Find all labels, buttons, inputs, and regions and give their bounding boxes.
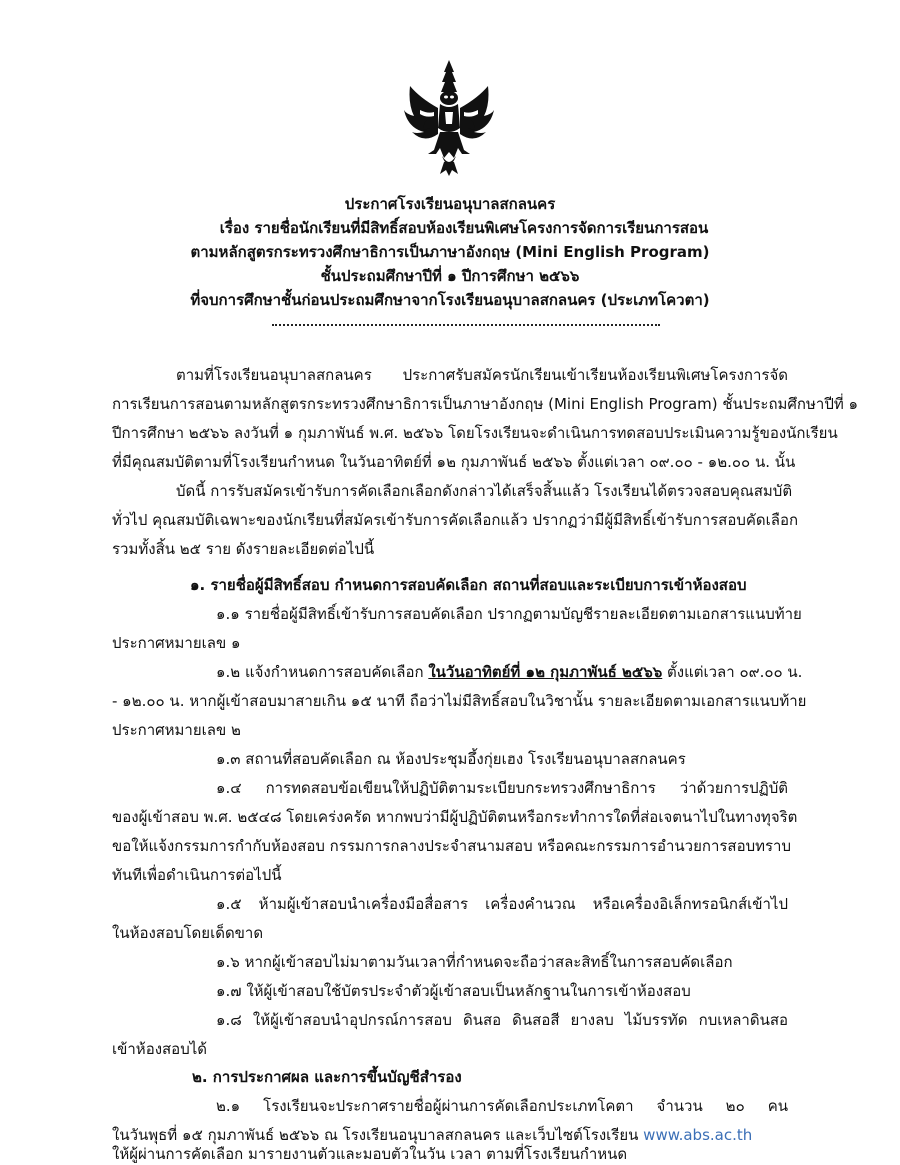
intro-line-3: ปีการศึกษา ๒๕๖๖ ลงวันที่ ๑ กุมภาพันธ์ พ.ศ. ๒๕๖๖ โดยโรงเรียนจะดำเนินการทดสอบประเมินความรู้ของนักเรียน xyxy=(112,424,838,442)
header-curriculum: ตามหลักสูตรกระทรวงศึกษาธิการเป็นภาษาอังกฤษ (Mini English Program) xyxy=(190,243,710,261)
item-1-8-line-1: ๑.๘ ให้ผู้เข้าสอบนำอุปกรณ์การสอบ ดินสอ ดินสอสี ยางลบ ไม้บรรทัด กบเหลาดินสอ xyxy=(216,1011,788,1029)
header-school: ประกาศโรงเรียนอนุบาลสกลนคร xyxy=(344,195,556,213)
header-subject: เรื่อง รายชื่อนักเรียนที่มีสิทธิ์สอบห้องเรียนพิเศษโครงการจัดการเรียนการสอน xyxy=(219,219,709,237)
item-1-7: ๑.๗ ให้ผู้เข้าสอบใช้บัตรประจำตัวผู้เข้าสอบเป็นหลักฐานในการเข้าห้องสอบ xyxy=(216,982,691,1000)
header-quota: ที่จบการศึกษาชั้นก่อนประถมศึกษาจากโรงเรียนอนุบาลสกลนคร (ประเภทโควตา) xyxy=(190,291,710,309)
item-1-8-line-2: เข้าห้องสอบได้ xyxy=(112,1040,207,1058)
item-1-2-line-2: - ๑๒.๐๐ น. หากผู้เข้าสอบมาสายเกิน ๑๕ นาที ถือว่าไม่มีสิทธิ์สอบในวิชานั้น รายละเอียดตามเอกสารแนบท้าย xyxy=(112,692,807,710)
item-1-6: ๑.๖ หากผู้เข้าสอบไม่มาตามวันเวลาที่กำหนดจะถือว่าสละสิทธิ์ในการสอบคัดเลือก xyxy=(216,953,733,971)
section1-title: ๑. รายชื่อผู้มีสิทธิ์สอบ กำหนดการสอบคัดเลือก สถานที่สอบและระเบียบการเข้าห้องสอบ xyxy=(190,576,747,594)
item-1-1-line-1: ๑.๑ รายชื่อผู้มีสิทธิ์เข้ารับการสอบคัดเลือก ปรากฏตามบัญชีรายละเอียดตามเอกสารแนบท้าย xyxy=(216,605,802,623)
header-grade: ชั้นประถมศึกษาปีที่ ๑ ปีการศึกษา ๒๕๖๖ xyxy=(320,267,580,285)
intro-line-7: รวมทั้งสิ้น ๒๕ ราย ดังรายละเอียดต่อไปนี้ xyxy=(112,540,375,558)
intro-line-1: ตามที่โรงเรียนอนุบาลสกลนคร ประกาศรับสมัครนักเรียนเข้าเรียนห้องเรียนพิเศษโครงการจัด xyxy=(176,366,788,384)
item-1-1-line-2: ประกาศหมายเลข ๑ xyxy=(112,634,241,652)
item-1-4-line-3: ขอให้แจ้งกรรมการกำกับห้องสอบ กรรมการกลางประจำสนามสอบ หรือคณะกรรมการอำนวยการสอบทราบ xyxy=(112,837,792,855)
item-1-5-line-2: ในห้องสอบโดยเด็ดขาด xyxy=(112,924,264,942)
item-1-4-line-1: ๑.๔ การทดสอบข้อเขียนให้ปฏิบัติตามระเบียบกระทรวงศึกษาธิการ ว่าด้วยการปฏิบัติ xyxy=(216,779,788,797)
exam-date-underlined: ในวันอาทิตย์ที่ ๑๒ กุมภาพันธ์ ๒๕๖๖ xyxy=(428,663,663,681)
section2-title: ๒. การประกาศผล และการขึ้นบัญชีสำรอง xyxy=(192,1068,462,1086)
school-website-link[interactable]: www.abs.ac.th xyxy=(643,1126,753,1144)
item-1-4-line-2: ของผู้เข้าสอบ พ.ศ. ๒๕๔๘ โดยเคร่งครัด หากพบว่ามีผู้ปฏิบัติตนหรือกระทำการใดที่ส่อเจตนาไปในทางทุจริต xyxy=(112,808,798,826)
intro-line-2: การเรียนการสอนตามหลักสูตรกระทรวงศึกษาธิการเป็นภาษาอังกฤษ (Mini English Program) ชั้นประถมศึกษาปีที่ ๑ xyxy=(112,395,859,413)
item-1-5-line-1: ๑.๕ ห้ามผู้เข้าสอบนำเครื่องมือสื่อสาร เครื่องคำนวณ หรือเครื่องอิเล็กทรอนิกส์เข้าไป xyxy=(216,895,788,913)
dotted-divider xyxy=(272,324,660,326)
item-2-1-line-3: ให้ผู้ผ่านการคัดเลือก มารายงานตัวและมอบตัวในวัน เวลา ตามที่โรงเรียนกำหนด xyxy=(112,1145,628,1163)
item-2-1-date-text: ในวันพุธที่ ๑๕ กุมภาพันธ์ ๒๕๖๖ ณ โรงเรียนอนุบาลสกลนคร และเว็บไซต์โรงเรียน xyxy=(112,1126,644,1144)
intro-line-4: ที่มีคุณสมบัติตามที่โรงเรียนกำหนด ในวันอาทิตย์ที่ ๑๒ กุมภาพันธ์ ๒๕๖๖ ตั้งแต่เวลา ๐๙.๐๐ - ๑๒.๐๐ น. นั้น xyxy=(112,453,796,471)
item-1-4-line-4: ทันทีเพื่อดำเนินการต่อไปนี้ xyxy=(112,866,282,884)
garuda-emblem xyxy=(400,58,498,176)
item-1-2-line-1 xyxy=(216,661,802,683)
item-2-1-line-1: ๒.๑ โรงเรียนจะประกาศรายชื่อผู้ผ่านการคัดเลือกประเภทโคตา จำนวน ๒๐ คน xyxy=(216,1097,788,1115)
item-1-2-prefix: ๑.๒ แจ้งกำหนดการสอบคัดเลือก xyxy=(216,663,429,681)
intro-line-5: บัดนี้ การรับสมัครเข้ารับการคัดเลือกเลือกดังกล่าวได้เสร็จสิ้นแล้ว โรงเรียนได้ตรวจสอบคุณสมบัติ xyxy=(176,482,793,500)
item-1-2-time: ตั้งแต่เวลา ๐๙.๐๐ น. xyxy=(662,663,803,681)
item-1-3: ๑.๓ สถานที่สอบคัดเลือก ณ ห้องประชุมอึ้งกุ่ยเฮง โรงเรียนอนุบาลสกลนคร xyxy=(216,750,686,768)
announcement-header xyxy=(0,192,900,312)
item-1-2-line-3: ประกาศหมายเลข ๒ xyxy=(112,721,241,739)
intro-line-6: ทั่วไป คุณสมบัติเฉพาะของนักเรียนที่สมัครเข้ารับการคัดเลือกแล้ว ปรากฏว่ามีผู้มีสิทธิ์เข้ารับการสอบคัดเลือก xyxy=(112,511,799,529)
